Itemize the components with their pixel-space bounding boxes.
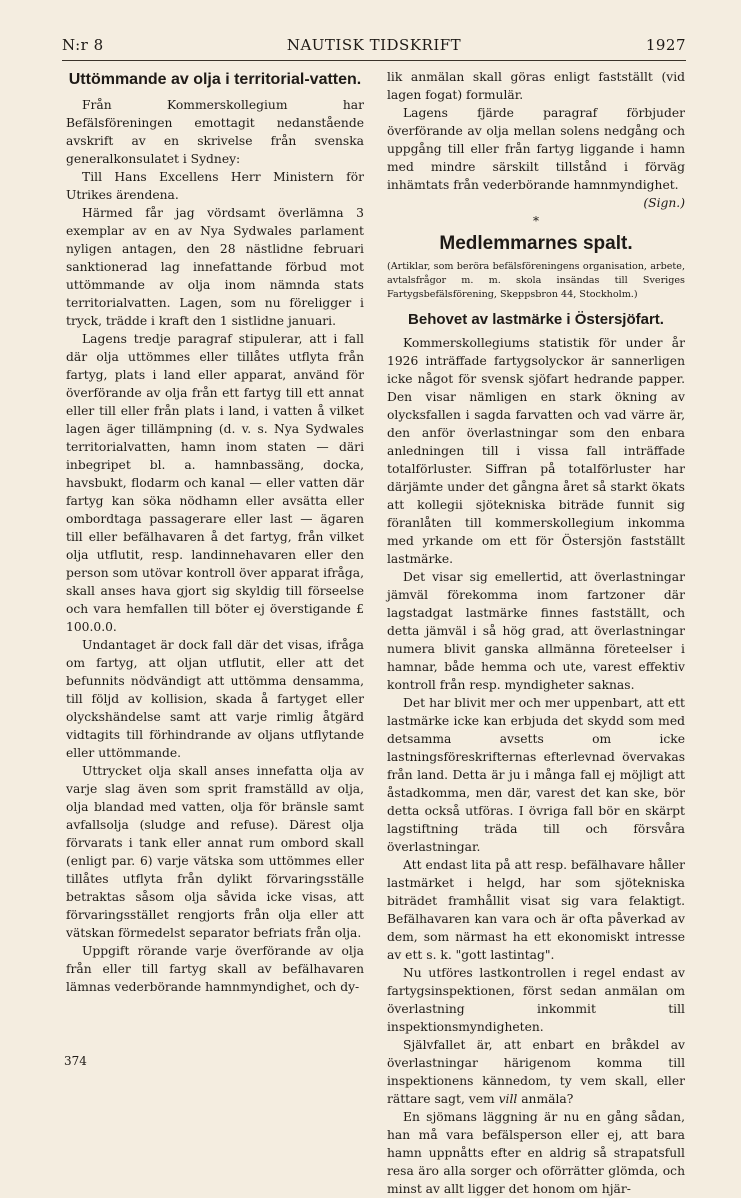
year: 1927 xyxy=(645,36,686,54)
section-note: (Artiklar, som beröra befälsföreningens organisation, arbete, avtalsfrågor m. m. skola insändas till Sveriges Fartygsbefälsförening, Skeppsbron 44, Stockholm.) xyxy=(387,261,685,300)
separator-star: * xyxy=(533,214,539,228)
paragraph: lik anmälan skall göras enligt fastställt (vid lagen fogat) formulär. xyxy=(387,70,685,102)
running-header xyxy=(62,36,686,58)
text-run: Självfallet är, att enbart en bråkdel av överlastningar härigenom komma till inspektionens kännedom, ty vem skall, eller rättare sagt, vem xyxy=(387,1038,685,1106)
right-column xyxy=(387,68,685,1198)
paragraph: Uppgift rörande varje överförande av olja från eller till fartyg skall av befälhavaren lämnas vederbörande hamnmyndighet, och dy- xyxy=(66,944,364,994)
paragraph: Nu utföres lastkontrollen i regel endast av fartygsinspektionen, först sedan anmälan om överlastning inkommit till inspektionsmyndigheten. xyxy=(387,966,685,1034)
left-column xyxy=(66,68,364,996)
signature: (Sign.) xyxy=(643,196,685,210)
paragraph: En sjömans läggning är nu en gång sådan, han må vara befälsperson eller ej, att bara hamn uppnåtts efter en aldrig så strapatsfull resa äro alla sorger och oförrätter glömda, och minst av allt ligger det honom om hjär- xyxy=(387,1110,685,1196)
paragraph: Undantaget är dock fall där det visas, ifråga om fartyg, att oljan utflutit, eller att det befunnits nödvändigt att uttömma densamma, till följd av kollision, skada å fartyget eller olyckshändelse samt att varje rimlig åtgärd vidtagits till förhindrande av oljans utflytande eller uttömmande. xyxy=(66,638,364,760)
paragraph: Det visar sig emellertid, att överlastningar jämväl förekomma inom fartzoner där lagstadgat lastmärke finnes fastställt, och detta jämväl i så hög grad, att överlastningar numera blivit ganska allmänna företeelser i hamnar, både hemma och ute, varest effektiv kontroll från resp. myndigheter saknas. xyxy=(387,570,685,692)
paragraph: Att endast lita på att resp. befälhavare håller lastmärket i helgd, har som sjötekniska biträdet framhållit visat sig vara felaktigt. Befälhavaren kan vara och är ofta påverkad av dem, som närmast ha ett ekonomiskt intresse av ett s. k. "gott lastintag". xyxy=(387,858,685,962)
paragraph: Lagens fjärde paragraf förbjuder överförande av olja mellan solens nedgång och uppgång till eller från fartyg liggande i hamn med mindre särskilt tillstånd i förväg inhämtats från vederbörande hamnmyndighet. xyxy=(387,106,685,192)
text-run: anmäla? xyxy=(517,1092,574,1106)
section-title: Medlemmarnes spalt. xyxy=(439,233,633,254)
paragraph: Lagens tredje paragraf stipulerar, att i fall där olja uttömmes eller tillåtes utflyta från fartyg, plats i land eller apparat, använd för överförande av olja från ett fartyg till ett annat eller till eller från plats i land, i vatten å vilket lagen äger tillämpning (d. v. s. Nya Sydwales territorialvatten, hamn inom staten — däri inbegripet bl. a. hamnbassäng, docka, havsbukt, flodarm och kanal — eller vatten där fartyg kan söka nödhamn eller avsätta eller ombordtaga passagerare eller last — ägaren till eller befälhavaren å det fartyg, från vilket olja utflutit, resp. landinnehavaren eller den person som utövar kontroll över apparat ifråga, skall anses hava gjort sig skyldig till förseelse och vara hemfallen till böter ej överstigande £ 100.0.0. xyxy=(66,332,364,634)
header-rule xyxy=(62,60,686,61)
paragraph: Uttrycket olja skall anses innefatta olja av varje slag även som sprit framställd av olja, olja blandad med vatten, olja för bränsle samt avfallsolja (sludge and refuse). Därest olja förvarats i tank eller annat rum ombord skall (enligt par. 6) varje vätska som uttömmes eller tillåtes utflyta från dylikt förvaringsställe betraktas såsom olja såvida icke visas, att förvaringsstället rengjorts från olja eller att vätskan förmedelst separator befriats från olja. xyxy=(66,764,364,940)
issue-number: N:r 8 xyxy=(62,36,104,54)
paragraph: Från Kommerskollegium har Befälsföreningen emottagit nedanstående avskrift av en skrivelse från svenska generalkonsulatet i Sydney: xyxy=(66,98,364,166)
paragraph xyxy=(387,1036,685,1108)
paragraph: Det har blivit mer och mer uppenbart, att ett lastmärke icke kan erbjuda det skydd som med detsamma avsetts om icke lastningsföreskrifternas efterlevnad övervakas från land. Detta är ju i många fall ej möjligt att åstadkomma, men där, varest det kan ske, bör detta också utföras. I övriga fall bör en skärpt lagstiftning träda till och försvåra överlastningar. xyxy=(387,696,685,854)
journal-title: NAUTISK TIDSKRIFT xyxy=(286,36,462,54)
paragraph: Härmed får jag vördsamt överlämna 3 exemplar av en av Nya Sydwales parlament nyligen antagen, den 28 nästlidne februari sanktionerad lag innefattande förbud mot uttömmande av olja inom nämnda stats territorialvatten. Lagen, som nu föreligger i tryck, trädde i kraft den 1 sistlidne januari. xyxy=(66,206,364,328)
emphasis: vill xyxy=(498,1092,518,1106)
page-number: 374 xyxy=(64,1054,87,1068)
article-title: Behovet av lastmärke i Östersjöfart. xyxy=(408,311,664,328)
article-title: Uttömmande av olja i territorial-vatten. xyxy=(68,71,362,88)
paragraph: Kommerskollegiums statistik för under år 1926 inträffade fartygsolyckor är sannerligen icke något för svensk sjöfart hedrande papper. Den visar nämligen en stark ökning av olycksfallen i sagda farvatten och vad värre är, den anför överlastningar som den enbara anledningen till i vissa fall inträffade totalförluster. Siffran på totalförluster har därjämte under det gångna året så starkt ökats att kollegii sjötekniska biträde funnit sig föranlåten till kommerskollegium inkomma med yrkande om ett för Östersjön fastställt lastmärke. xyxy=(387,336,685,566)
address-line: Till Hans Excellens Herr Ministern för Utrikes ärendena. xyxy=(66,170,364,202)
